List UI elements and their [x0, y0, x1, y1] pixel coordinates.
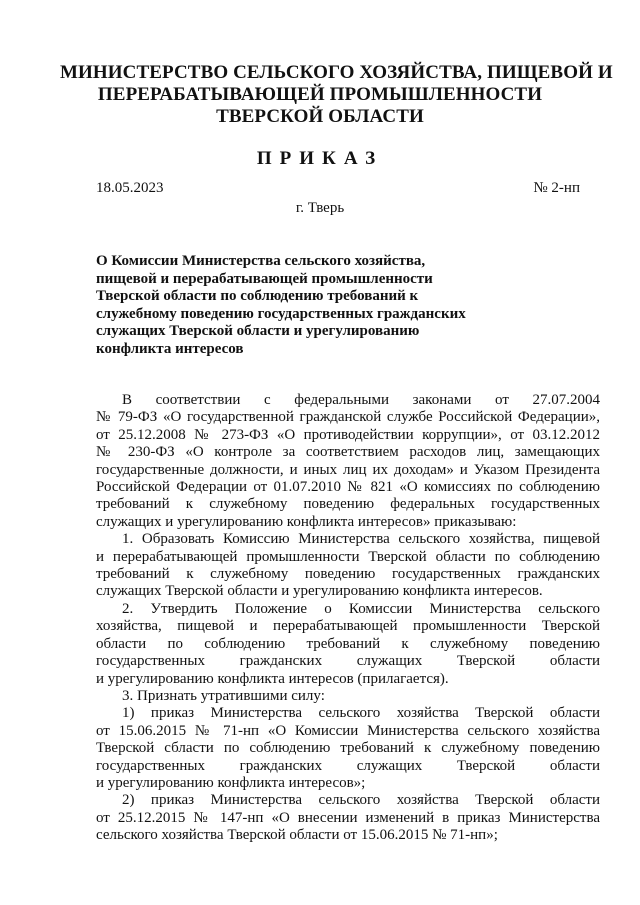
body-line: № 230-ФЗ «О контроле за соответствием расходов лиц, замещающих [96, 444, 600, 461]
body-line: хозяйства, пищевой и перерабатывающей промышленности Тверской [96, 618, 600, 635]
body-line: 2. Утвердить Положение о Комиссии Министерства сельского [122, 600, 600, 617]
body-line: № 79-ФЗ «О государственной гражданской службе Российской Федерации», [96, 409, 600, 426]
order-city: г. Тверь [295, 200, 345, 216]
order-subject [96, 253, 516, 358]
body-line: служащих и урегулированию конфликта интересов» приказываю: [96, 513, 517, 530]
body-line: 1. Образовать Комиссию Министерства сельского хозяйства, пищевой [122, 531, 600, 548]
body-line: государственных гражданских служащих Тверской области [96, 757, 600, 774]
subject-line: пищевой и перерабатывающей промышленности [96, 270, 433, 287]
body-line: и перерабатывающей промышленности Тверской области по соблюдению [96, 548, 600, 565]
subject-line: служащих Тверской области и урегулированию [96, 323, 420, 339]
body-line: требований к служебному поведению государственных гражданских [96, 566, 600, 583]
ministry-title-line: ТВЕРСКОЙ ОБЛАСТИ [216, 106, 424, 127]
body-line: 2) приказ Министерства сельского хозяйства Тверской области [122, 792, 600, 809]
subject-line: Тверской области по соблюдению требований к [96, 288, 419, 304]
body-line: от 15.06.2015 № 71-нп «О Комиссии Министерства сельского хозяйства [96, 722, 600, 739]
ministry-title-line: МИНИСТЕРСТВО СЕЛЬСКОГО ХОЗЯЙСТВА, ПИЩЕВОЙ И [60, 62, 613, 83]
body-line: и урегулированию конфликта интересов (прилагается). [96, 670, 449, 687]
body-line: сельского хозяйства Тверской области от 15.06.2015 № 71-нп»; [96, 827, 498, 844]
body-line: от 25.12.2015 № 147-нп «О внесении изменений в приказ Министерства [96, 809, 600, 826]
subject-line: служебному поведению государственных гражданских [96, 305, 466, 322]
body-line: Российской Федерации от 01.07.2010 № 821 «О комиссиях по соблюдению [96, 479, 600, 496]
order-date: 18.05.2023 [96, 180, 164, 196]
body-line: служащих Тверской области и урегулированию конфликта интересов. [96, 583, 543, 600]
body-line: области по соблюдению требований к служебному поведению [96, 635, 600, 652]
subject-line: О Комиссии Министерства сельского хозяйства, [96, 253, 426, 269]
subject-line: конфликта интересов [96, 340, 244, 357]
body-line: от 25.12.2008 № 273-ФЗ «О противодействии коррупции», от 03.12.2012 [96, 426, 600, 443]
ministry-title-line: ПЕРЕРАБАТЫВАЮЩЕЙ ПРОМЫШЛЕННОСТИ [97, 84, 543, 105]
body-line: государственные должности, и иных лиц их доходам» и Указом Президента [96, 461, 600, 478]
ministry-title [60, 62, 613, 128]
order-number: № 2-нп [533, 180, 580, 196]
body-line: 3. Признать утратившими силу: [122, 687, 325, 704]
order-heading: ПРИКАЗ [256, 148, 384, 169]
body-line: и урегулированию конфликта интересов»; [96, 774, 366, 791]
body-line: В соответствии с федеральными законами от 27.07.2004 [122, 392, 600, 408]
body-line: Тверской сбласти по соблюдению требований к служебному поведению [96, 740, 600, 757]
body-line: требований к служебному поведению федеральных государственных [96, 496, 600, 513]
order-body [96, 392, 600, 845]
body-line: государственных гражданских служащих Тверской области [96, 653, 600, 670]
body-line: 1) приказ Министерства сельского хозяйства Тверской области [122, 705, 600, 722]
